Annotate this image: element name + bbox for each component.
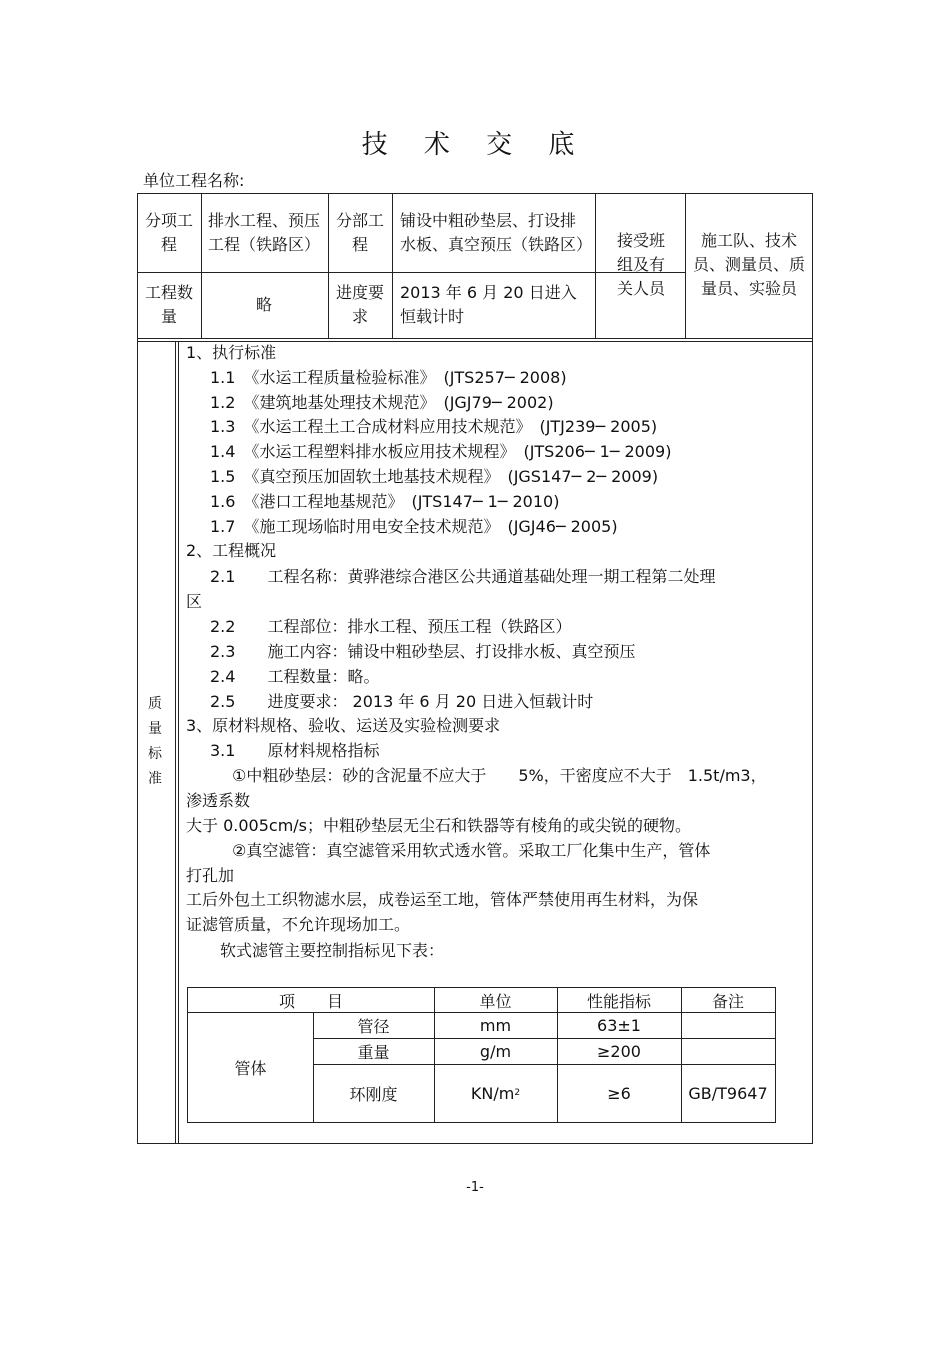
header-bottom-border-inner: [137, 341, 813, 342]
header-col-5: [685, 193, 686, 338]
quantity-label: 工程数量: [144, 283, 193, 326]
overview-item: 2.3 施工内容：铺设中粗砂垫层、打设排水板、真空预压: [210, 642, 636, 661]
standard-item: 1.1 《水运工程质量检验标准》 (JTS257─ 2008): [210, 368, 567, 387]
overview-item-cont: 区: [186, 592, 203, 611]
header-col-2: [328, 193, 329, 338]
body-col-divider: [175, 341, 176, 1144]
standard-item: 1.6 《港口工程地基规范》 (JTS147─ 1─ 2010): [210, 492, 560, 511]
material-paragraph: 大于 0.005cm/s；中粗砂垫层无尘石和铁器等有棱角的或尖锐的硬物。: [186, 816, 692, 835]
material-paragraph: 渗透系数: [186, 791, 251, 810]
spec-header-unit: 单位: [479, 991, 512, 1011]
spec-unit-text: KN/m: [470, 1083, 515, 1103]
spec-row-unit: g/m: [479, 1041, 512, 1061]
spec-row-note: [681, 1012, 775, 1038]
division-value: 铺设中粗砂垫层、打设排水板、真空预压（铁路区）: [400, 211, 593, 254]
overview-item: 2.1 工程名称：黄骅港综合港区公共通道基础处理一期工程第二处理: [210, 567, 716, 586]
spec-row-item: 管径: [357, 1016, 390, 1036]
side-char: 准: [148, 771, 162, 787]
spec-header-item: 项 目: [278, 991, 343, 1011]
document-title: 技 术 交 底: [361, 130, 589, 160]
filter-pipe-spec-table: [187, 987, 776, 1123]
overview-item: 2.2 工程部位：排水工程、预压工程（铁路区）: [210, 617, 572, 636]
sub-item-label: 分项工程: [144, 211, 193, 254]
schedule-label: 进度要求: [335, 283, 384, 326]
spec-row-value: ≥200: [597, 1041, 641, 1061]
overview-item: 2.5 进度要求： 2013 年 6 月 20 日进入恒载计时: [210, 692, 594, 711]
material-subheading: 3.1 原材料规格指标: [210, 741, 380, 760]
header-col-3: [392, 193, 393, 338]
section-heading: 1、执行标准: [186, 343, 277, 362]
quantity-value: 略: [255, 295, 272, 314]
spec-row-item: 重量: [357, 1042, 390, 1062]
material-paragraph: 打孔加: [186, 866, 235, 885]
standard-item: 1.2 《建筑地基处理技术规范》 (JGJ79─ 2002): [210, 393, 554, 412]
body-col-divider-inner: [178, 341, 179, 1144]
section-heading: 3、原材料规格、验收、运送及实验检测要求: [186, 716, 501, 735]
standard-item: 1.4 《水运工程塑料排水板应用技术规程》 (JTS206─ 1─ 2009): [210, 442, 672, 461]
header-col-4: [595, 193, 596, 338]
spec-group-label: 管体: [234, 1058, 267, 1078]
unit-project-label: 单位工程名称:: [143, 171, 245, 190]
material-paragraph: ①中粗砂垫层：砂的含泥量不应大于 5%，干密度应不大于 1.5t/m3，: [232, 766, 767, 785]
header-bottom-border: [137, 338, 813, 339]
spec-row-unit: mm: [479, 1015, 512, 1035]
overview-item: 2.4 工程数量：略。: [210, 667, 380, 686]
header-row-divider: [137, 272, 685, 273]
receiver-value: 施工队、技术员、测量员、质量员、实验员: [692, 231, 805, 298]
side-char: 量: [148, 721, 162, 737]
spec-row-value: 63±1: [597, 1015, 641, 1035]
material-paragraph: ②真空滤管：真空滤管采用软式透水管。采取工厂化集中生产，管体: [232, 841, 711, 860]
standard-item: 1.3 《水运工程土工合成材料应用技术规范》 (JTJ239─ 2005): [210, 417, 658, 436]
spec-row-unit: [434, 1064, 557, 1122]
spec-unit-sup: 2: [514, 1088, 521, 1098]
division-label: 分部工程: [335, 211, 384, 254]
header-col-1: [201, 193, 202, 338]
spec-row-note: [681, 1038, 775, 1064]
section-heading: 2、工程概况: [186, 541, 277, 560]
table-intro: 软式滤管主要控制指标见下表：: [220, 941, 445, 960]
spec-row-item: 环刚度: [349, 1084, 398, 1104]
side-label-quality: [147, 692, 163, 792]
side-char: 质: [148, 696, 162, 712]
spec-row-value: ≥6: [607, 1083, 631, 1103]
material-paragraph: 证滤管质量，不允许现场加工。: [186, 915, 411, 934]
schedule-value: 2013 年 6 月 20 日进入恒载计时: [400, 283, 577, 326]
side-char: 标: [148, 746, 162, 762]
material-paragraph: 工后外包土工织物滤水层，成卷运至工地，管体严禁使用再生材料，为保: [186, 890, 699, 909]
sub-item-value: 排水工程、预压工程（铁路区）: [207, 211, 320, 254]
spec-header-value: 性能指标: [586, 991, 651, 1011]
spec-row-note: GB/T9647: [688, 1083, 768, 1103]
standard-item: 1.7 《施工现场临时用电安全技术规范》 (JGJ46─ 2005): [210, 517, 618, 536]
receiver-label: 接受班组及有关人员: [616, 231, 665, 298]
spec-header-note: 备注: [711, 991, 744, 1011]
standard-item: 1.5 《真空预压加固软土地基技术规程》 (JGS147─ 2─ 2009): [210, 467, 659, 486]
page-number: -1-: [466, 1180, 484, 1195]
